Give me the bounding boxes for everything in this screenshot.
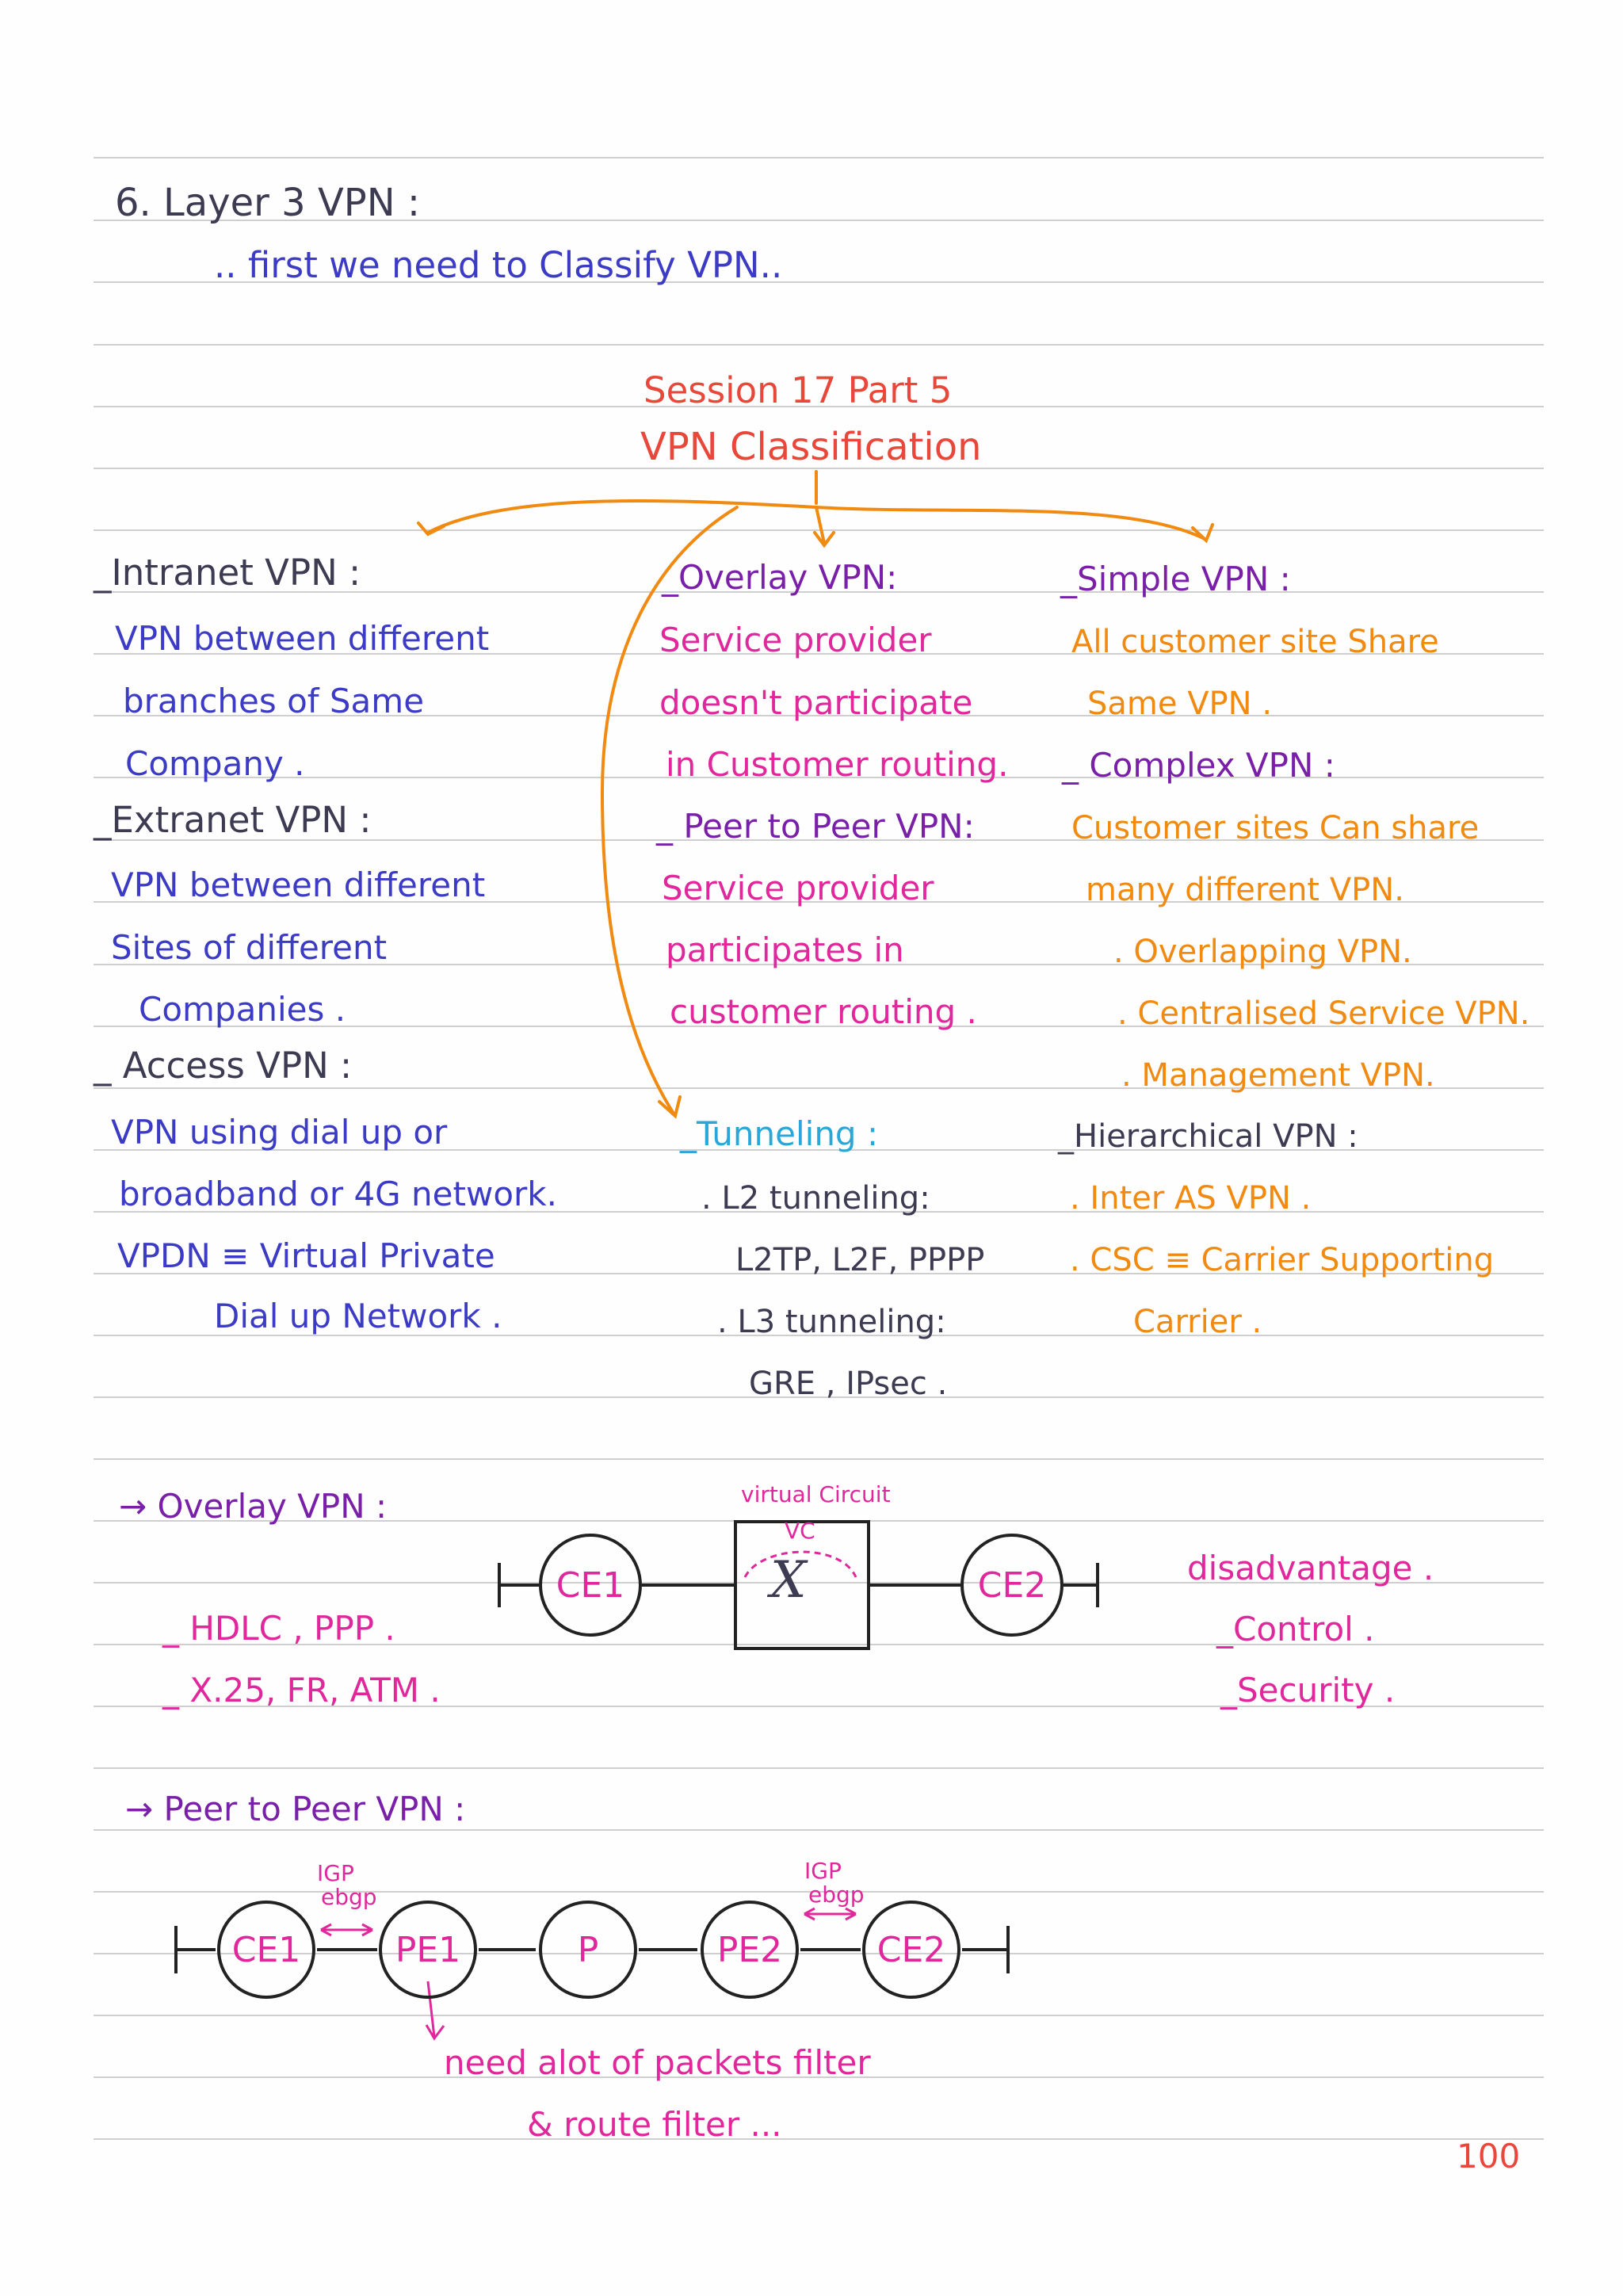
disadvantage-heading: disadvantage . xyxy=(1187,1549,1434,1587)
p2p-line-3: customer routing . xyxy=(670,992,977,1031)
classification-title: VPN Classification xyxy=(640,425,982,469)
extranet-heading: _Extranet VPN : xyxy=(94,799,372,841)
filter-note-1: need alot of packets filter xyxy=(444,2043,871,2082)
overlay-ce2-node xyxy=(960,1534,1064,1637)
p2p-vpn-heading: → Peer to Peer VPN : xyxy=(125,1790,466,1828)
access-line-3: VPDN ≡ Virtual Private xyxy=(117,1236,495,1275)
p2p-heading: _ Peer to Peer VPN: xyxy=(656,807,975,846)
p2p-pe1-label: PE1 xyxy=(395,1929,461,1970)
p2p-p-label: P xyxy=(577,1929,599,1970)
extranet-line-1: VPN between different xyxy=(111,865,486,904)
ebgp-label-2: ebgp xyxy=(808,1881,865,1908)
intranet-heading: _Intranet VPN : xyxy=(94,552,361,594)
overlay-heading: _Overlay VPN: xyxy=(662,558,898,597)
p2p-ce2-node xyxy=(862,1901,960,1999)
switch-x-label: X xyxy=(770,1551,807,1610)
intranet-line-3: Company . xyxy=(125,744,305,783)
disadvantage-security: _Security . xyxy=(1220,1671,1396,1710)
p2p-pe2-label: PE2 xyxy=(716,1929,783,1970)
intranet-line-2: branches of Same xyxy=(123,682,425,720)
simple-vpn-heading: _Simple VPN : xyxy=(1060,560,1291,598)
overlay-vpn-heading: → Overlay VPN : xyxy=(119,1487,388,1526)
tunneling-heading: _Tunneling : xyxy=(680,1114,879,1153)
p2p-ce1-label: CE1 xyxy=(231,1929,301,1970)
simple-vpn-line-1: All customer site Share xyxy=(1071,624,1439,660)
page-number: 100 xyxy=(1457,2137,1521,2176)
complex-vpn-line-2: many different VPN. xyxy=(1086,872,1404,908)
session-label: Session 17 Part 5 xyxy=(643,369,953,411)
l2-tunneling-heading: . L2 tunneling: xyxy=(701,1180,930,1217)
p2p-pe1-node xyxy=(379,1901,477,1999)
l3-tunneling-list: GRE , IPsec . xyxy=(749,1366,948,1402)
hierarchical-vpn-heading: _Hierarchical VPN : xyxy=(1058,1118,1358,1155)
overlay-line-3: in Customer routing. xyxy=(666,745,1009,784)
section-title: 6. Layer 3 VPN : xyxy=(115,181,421,225)
p2p-line-2: participates in xyxy=(666,930,904,969)
simple-vpn-line-2: Same VPN . xyxy=(1087,686,1273,722)
csc-line-2: Carrier . xyxy=(1133,1304,1262,1340)
complex-vpn-line-1: Customer sites Can share xyxy=(1071,810,1480,846)
p2p-p-node xyxy=(539,1901,637,1999)
filter-note-2: & route filter ... xyxy=(527,2105,782,2144)
extranet-line-2: Sites of different xyxy=(111,928,388,967)
access-line-1: VPN using dial up or xyxy=(111,1113,448,1152)
complex-vpn-heading: _ Complex VPN : xyxy=(1062,746,1335,785)
overlay-line-1: Service provider xyxy=(659,621,932,659)
overlay-ce2-label: CE2 xyxy=(977,1564,1047,1606)
l3-tunneling-heading: . L3 tunneling: xyxy=(717,1304,946,1340)
overlay-protocols-2: _ X.25, FR, ATM . xyxy=(162,1671,441,1710)
igp-label-2: IGP xyxy=(804,1858,842,1884)
csc-line-1: . CSC ≡ Carrier Supporting xyxy=(1070,1242,1495,1278)
intro-text: .. first we need to Classify VPN.. xyxy=(214,244,783,286)
inter-as-vpn: . Inter AS VPN . xyxy=(1070,1180,1312,1217)
overlay-ce1-node xyxy=(539,1534,642,1637)
virtual-circuit-label: virtual Circuit xyxy=(741,1481,891,1507)
access-line-2: broadband or 4G network. xyxy=(119,1175,557,1213)
overlapping-vpn: . Overlapping VPN. xyxy=(1113,934,1412,970)
overlay-protocols-1: _ HDLC , PPP . xyxy=(162,1609,395,1648)
intranet-line-1: VPN between different xyxy=(115,619,490,658)
ebgp-label-1: ebgp xyxy=(321,1884,377,1910)
overlay-ce1-label: CE1 xyxy=(556,1564,625,1606)
p2p-pe2-node xyxy=(701,1901,799,1999)
l2-tunneling-list: L2TP, L2F, PPPP xyxy=(735,1242,985,1278)
access-line-4: Dial up Network . xyxy=(214,1297,502,1335)
access-heading: _ Access VPN : xyxy=(94,1045,353,1087)
extranet-line-3: Companies . xyxy=(139,990,346,1029)
overlay-line-2: doesn't participate xyxy=(659,683,973,722)
disadvantage-control: _Control . xyxy=(1216,1610,1375,1648)
p2p-line-1: Service provider xyxy=(662,869,934,907)
igp-label-1: IGP xyxy=(317,1860,354,1886)
vc-label: VC xyxy=(785,1518,815,1544)
p2p-ce2-label: CE2 xyxy=(876,1929,946,1970)
p2p-ce1-node xyxy=(217,1901,315,1999)
management-vpn: . Management VPN. xyxy=(1121,1057,1435,1094)
centralised-service-vpn: . Centralised Service VPN. xyxy=(1117,995,1530,1032)
